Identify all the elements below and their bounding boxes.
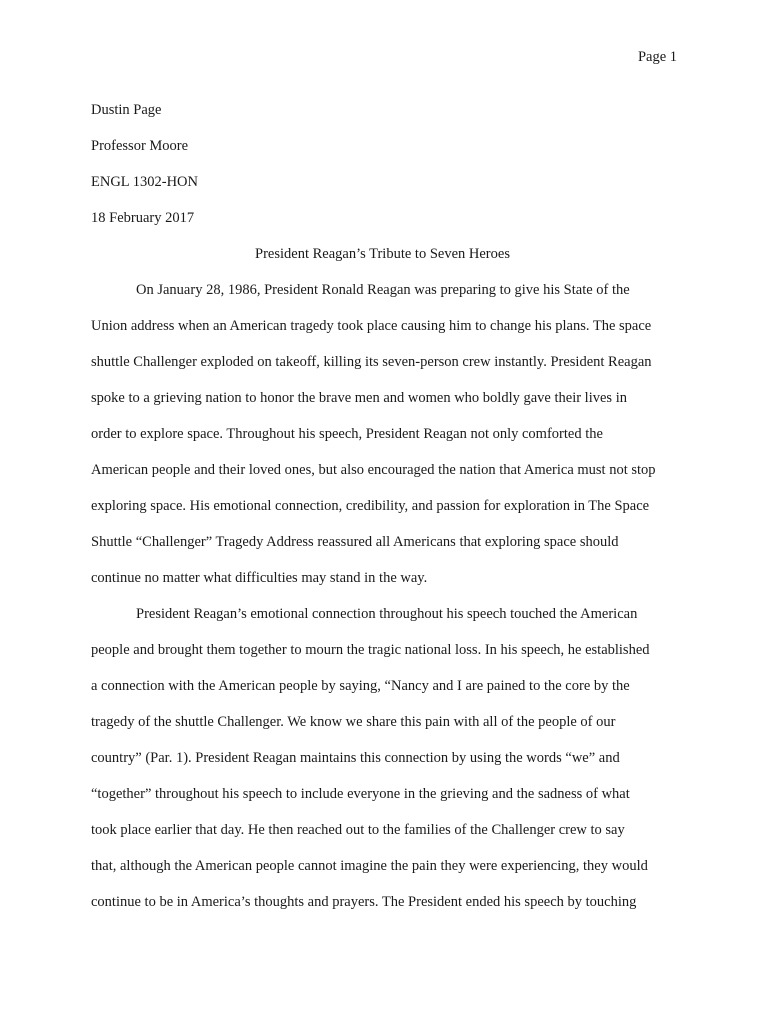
paragraph-line: that, although the American people cannot imagine the pain they were experiencing, they would (91, 858, 648, 874)
paragraph-line: shuttle Challenger exploded on takeoff, killing its seven-person crew instantly. President Reagan (91, 354, 652, 370)
paragraph-line: spoke to a grieving nation to honor the brave men and women who boldly gave their lives in (91, 390, 627, 406)
paragraph-line: order to explore space. Throughout his speech, President Reagan not only comforted the (91, 426, 603, 442)
paragraph-line: continue no matter what difficulties may stand in the way. (91, 570, 428, 586)
paragraph-line: exploring space. His emotional connection, credibility, and passion for exploration in The Space (91, 498, 650, 514)
essay-title: President Reagan’s Tribute to Seven Heroes (255, 246, 510, 262)
course-code: ENGL 1302-HON (91, 174, 198, 190)
paragraph-line: a connection with the American people by saying, “Nancy and I are pained to the core by the (91, 678, 630, 694)
essay-date: 18 February 2017 (91, 210, 195, 226)
page-number: Page 1 (637, 49, 677, 65)
author-name: Dustin Page (91, 102, 162, 118)
paragraph-2 (91, 596, 674, 920)
paragraph-line: American people and their loved ones, but also encouraged the nation that America must not stop (91, 462, 656, 478)
paragraph-line: country” (Par. 1). President Reagan maintains this connection by using the words “we” and (91, 750, 620, 766)
paragraph-1 (91, 272, 674, 596)
paragraph-line: tragedy of the shuttle Challenger. We know we share this pain with all of the people of our (91, 714, 616, 730)
paragraph-line: Shuttle “Challenger” Tragedy Address reassured all Americans that exploring space should (91, 534, 619, 550)
paragraph-line: On January 28, 1986, President Ronald Reagan was preparing to give his State of the (136, 282, 630, 298)
paragraph-line: “together” throughout his speech to include everyone in the grieving and the sadness of what (91, 786, 630, 802)
essay-body (91, 92, 674, 920)
paragraph-line: Union address when an American tragedy took place causing him to change his plans. The space (91, 318, 652, 334)
paragraph-line: people and brought them together to mourn the tragic national loss. In his speech, he established (91, 642, 650, 658)
professor-name: Professor Moore (91, 138, 189, 154)
paragraph-line: President Reagan’s emotional connection throughout his speech touched the American (136, 606, 638, 622)
paragraph-line: took place earlier that day. He then reached out to the families of the Challenger crew to say (91, 822, 625, 838)
paragraph-line: continue to be in America’s thoughts and prayers. The President ended his speech by touching (91, 894, 637, 910)
